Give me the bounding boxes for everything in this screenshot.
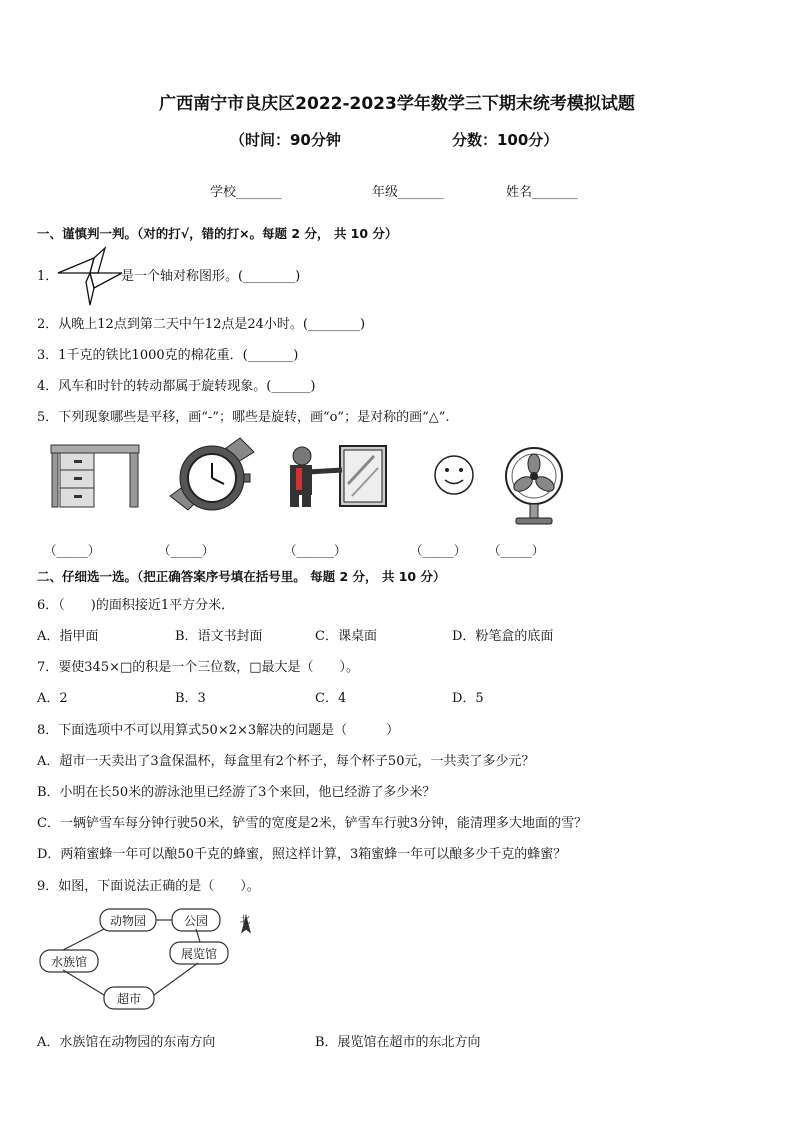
q2-text: 2．从晚上12点到第二天中午12点是24小时。(________): [37, 317, 366, 332]
q5-blank-5[interactable]: （_____）: [488, 543, 545, 558]
map-label-exhibition-hall: 展览馆: [180, 947, 217, 961]
q5-blank-2[interactable]: （_____）: [158, 543, 215, 558]
q5-blank-1[interactable]: （_____）: [44, 543, 101, 558]
q7-option-c[interactable]: C．4: [315, 691, 347, 706]
q4-text: 4．风车和时针的转动都属于旋转现象。(______): [37, 379, 316, 394]
q8-text: 8．下面选项中不可以用算式50×2×3解决的问题是（ ）: [37, 723, 400, 738]
q8-option-c[interactable]: C．一辆铲雪车每分钟行驶50米，铲雪的宽度是2米，铲雪车行驶3分钟，能清理多大地面的雪？: [37, 816, 588, 831]
q7-option-a[interactable]: A．2: [37, 691, 68, 706]
name-field: 姓名_______: [506, 185, 578, 200]
q5-blank-3[interactable]: （______）: [284, 543, 347, 558]
q7-option-b[interactable]: B．3: [175, 691, 206, 706]
map-label-park: 公园: [183, 914, 208, 928]
map-label-aquarium: 水族馆: [50, 955, 87, 969]
q5-text: 5．下列现象哪些是平移，画“-”；哪些是旋转，画“o”；是对称的画“△”.: [37, 410, 450, 425]
q9-option-b[interactable]: B．展览馆在超市的东北方向: [315, 1035, 481, 1050]
q6-option-b[interactable]: B．语文书封面: [175, 629, 263, 644]
section1-heading: 一、谨慎判一判。（对的打√，错的打×。每题 2 分， 共 10 分）: [37, 226, 398, 241]
exam-time: （时间：90分钟: [230, 131, 341, 149]
pinwheel-figure: [58, 248, 122, 306]
desk-icon: [50, 444, 140, 508]
q6-option-c[interactable]: C．课桌面: [315, 629, 377, 644]
grade-field: 年级_______: [372, 185, 444, 200]
q6-option-d[interactable]: D．粉笔盒的底面: [452, 629, 554, 644]
smiley-face-icon: [433, 454, 475, 496]
q9-text: 9．如图，下面说法正确的是（ ）。: [37, 879, 260, 894]
q5-blank-4[interactable]: （_____）: [410, 543, 467, 558]
q3-text: 3．1千克的铁比1000克的棉花重．(_______): [37, 348, 299, 363]
q8-option-b[interactable]: B．小明在长50米的游泳池里已经游了3个来回，他已经游了多少米？: [37, 785, 436, 800]
school-field: 学校_______: [210, 185, 282, 200]
person-pushing-window-icon: [282, 444, 388, 508]
q7-text: 7．要使345×□的积是一个三位数，□最大是（ ）。: [37, 660, 360, 675]
q6-option-a[interactable]: A．指甲面: [37, 629, 99, 644]
q9-option-a[interactable]: A．水族馆在动物园的东南方向: [37, 1035, 216, 1050]
electric-fan-icon: [502, 446, 566, 526]
q7-option-d[interactable]: D．5: [452, 691, 484, 706]
wristwatch-icon: [166, 436, 258, 518]
map-label-supermarket: 超市: [116, 992, 141, 1006]
q6-text: 6．（ )的面积接近1平方分米．: [37, 598, 235, 613]
q1-number: 1．: [37, 269, 59, 284]
q8-option-a[interactable]: A．超市一天卖出了3盒保温杯，每盒里有2个杯子，每个杯子50元，一共卖了多少元？: [37, 754, 535, 769]
section2-heading: 二、仔细选一选。（把正确答案序号填在括号里。 每题 2 分， 共 10 分）: [37, 569, 446, 584]
map-label-zoo: 动物园: [109, 914, 146, 928]
q1-text: 是一个轴对称图形。(________): [121, 269, 301, 284]
north-arrow-label: 北: [240, 915, 250, 926]
page-title: 广西南宁市良庆区2022-2023学年数学三下期末统考模拟试题: [159, 94, 635, 114]
q8-option-d[interactable]: D．两箱蜜蜂一年可以酿50千克的蜂蜜，照这样计算，3箱蜜蜂一年可以酿多少千克的蜂蜜？: [37, 847, 567, 862]
exam-score: 分数：100分）: [452, 131, 559, 149]
